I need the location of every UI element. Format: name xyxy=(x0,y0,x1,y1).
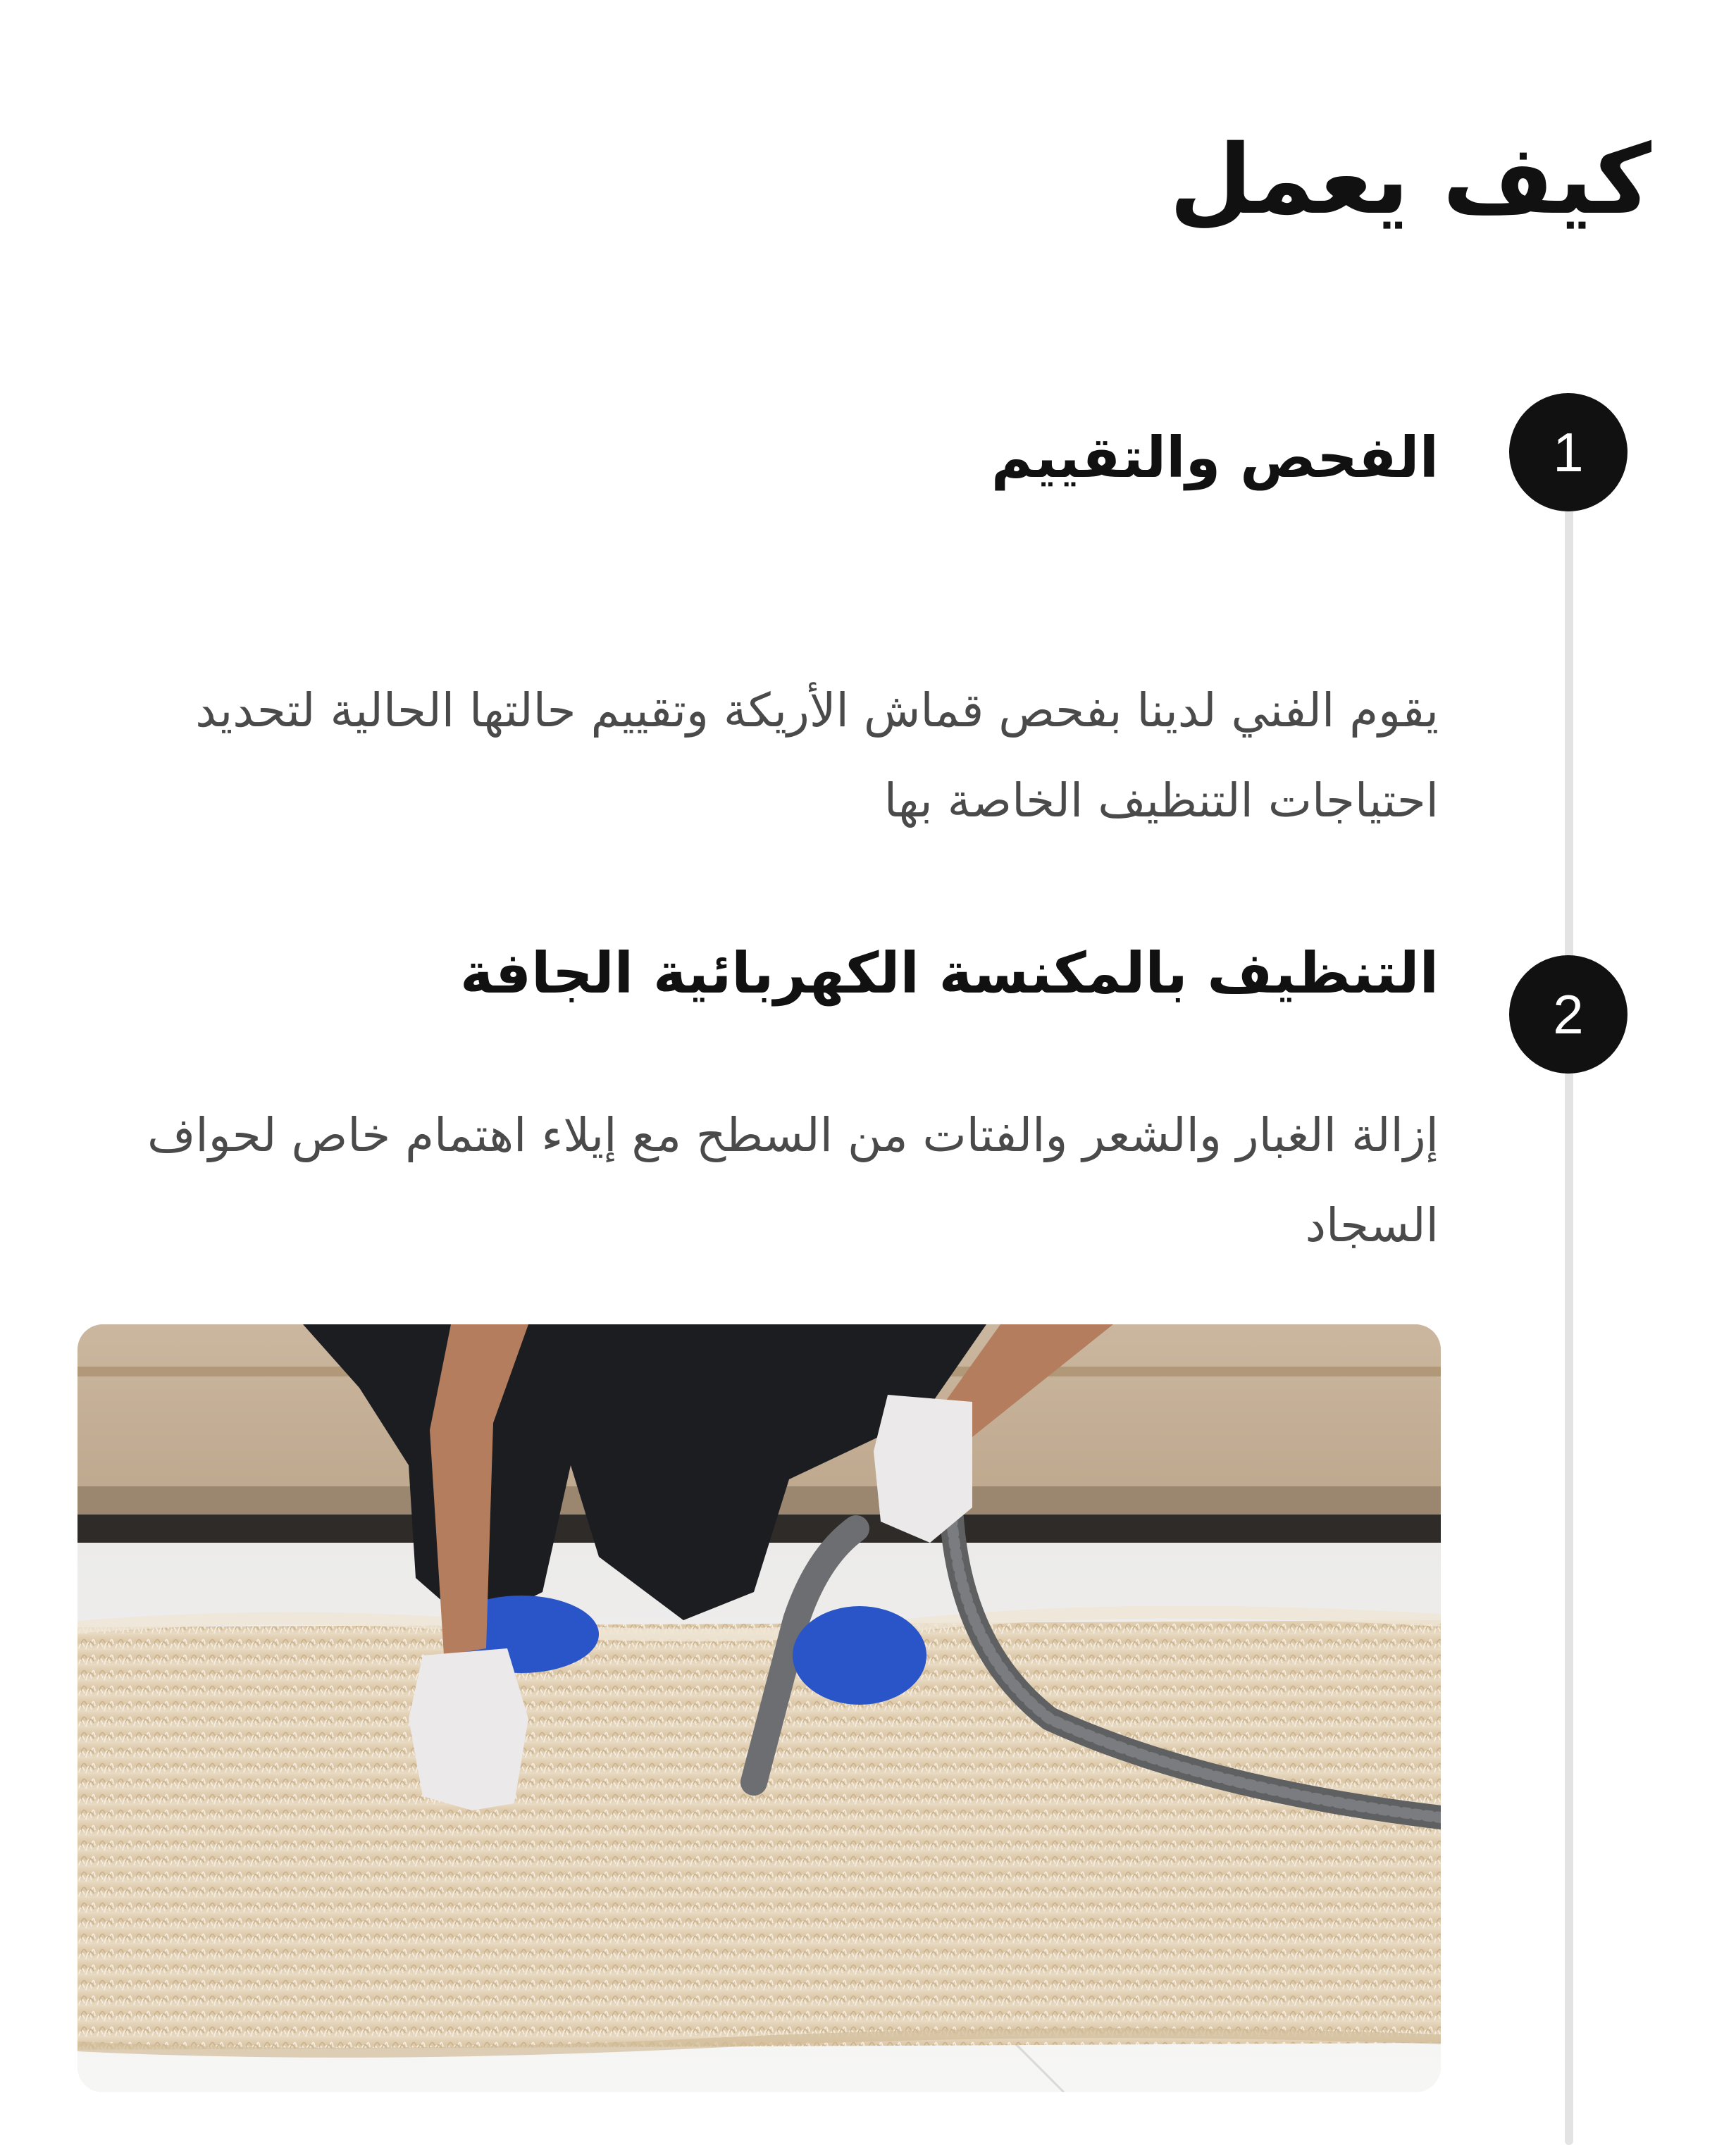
timeline-line xyxy=(1565,479,1573,2145)
step-title: التنظيف بالمكنسة الكهربائية الجافة xyxy=(460,940,1439,1006)
carpet-vacuuming-illustration xyxy=(78,1324,1441,2092)
carpet-vacuuming-photo xyxy=(78,1324,1441,2092)
page-title: كيف يعمل xyxy=(1169,125,1651,236)
step-number-badge: 2 xyxy=(1509,955,1628,1074)
step-number-badge: 1 xyxy=(1509,393,1628,511)
step-description: إزالة الغبار والشعر والفتات من السطح مع إيلاء اهتمام خاص لحواف السجاد xyxy=(147,1108,1439,1252)
step-description: يقوم الفني لدينا بفحص قماش الأريكة وتقييم حالتها الحالية لتحديد احتياجات التنظيف الخاصة بها xyxy=(195,683,1439,828)
step-title: الفحص والتقييم xyxy=(991,425,1439,490)
